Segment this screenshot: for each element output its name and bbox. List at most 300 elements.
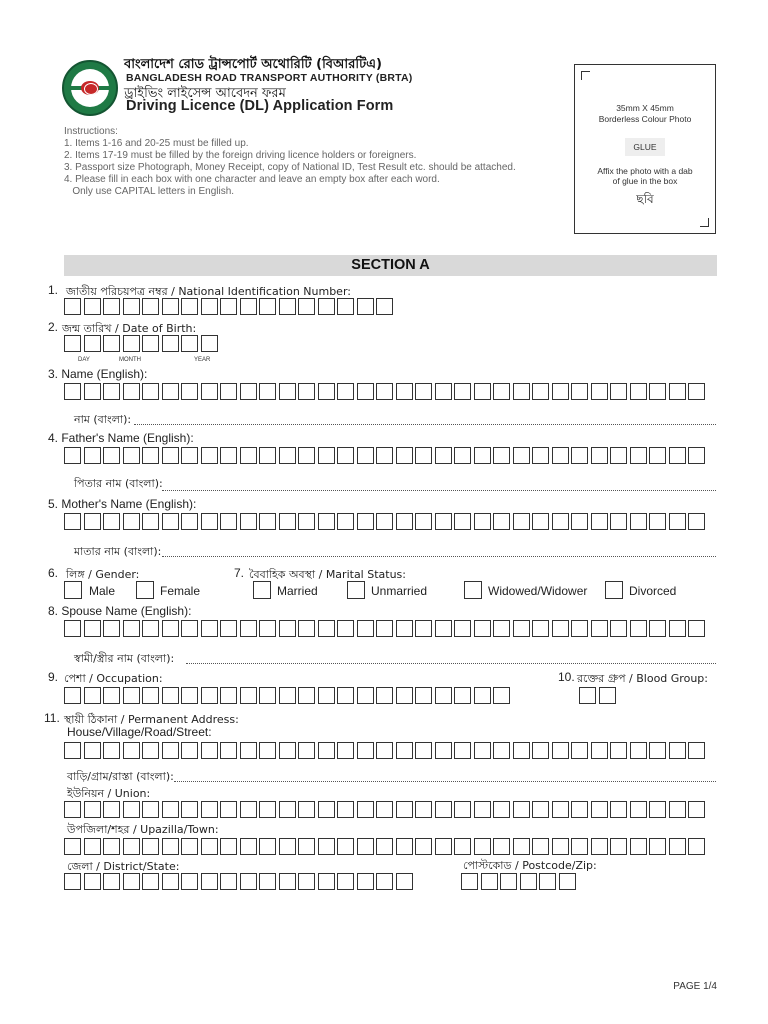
char-box[interactable]	[630, 513, 647, 530]
char-box[interactable]	[415, 687, 432, 704]
char-box[interactable]	[357, 383, 374, 400]
char-box[interactable]	[259, 838, 276, 855]
char-box[interactable]	[559, 873, 576, 890]
unmarried-checkbox[interactable]	[347, 581, 365, 599]
char-box[interactable]	[318, 383, 335, 400]
char-box[interactable]	[84, 513, 101, 530]
char-box[interactable]	[259, 298, 276, 315]
char-box[interactable]	[201, 687, 218, 704]
char-box[interactable]	[181, 620, 198, 637]
char-box[interactable]	[123, 383, 140, 400]
char-box[interactable]	[357, 513, 374, 530]
char-box[interactable]	[64, 513, 81, 530]
char-box[interactable]	[240, 620, 257, 637]
char-box[interactable]	[357, 801, 374, 818]
char-box[interactable]	[142, 298, 159, 315]
char-box[interactable]	[337, 298, 354, 315]
char-box[interactable]	[571, 620, 588, 637]
char-box[interactable]	[610, 801, 627, 818]
char-box[interactable]	[357, 447, 374, 464]
char-box[interactable]	[532, 383, 549, 400]
char-box[interactable]	[552, 447, 569, 464]
char-box[interactable]	[318, 447, 335, 464]
char-box[interactable]	[64, 687, 81, 704]
char-box[interactable]	[571, 383, 588, 400]
char-box[interactable]	[435, 838, 452, 855]
char-box[interactable]	[279, 298, 296, 315]
char-box[interactable]	[688, 801, 705, 818]
char-box[interactable]	[415, 620, 432, 637]
char-box[interactable]	[688, 447, 705, 464]
char-box[interactable]	[318, 687, 335, 704]
char-box[interactable]	[103, 873, 120, 890]
char-box[interactable]	[435, 513, 452, 530]
char-box[interactable]	[298, 687, 315, 704]
char-box[interactable]	[201, 298, 218, 315]
char-box[interactable]	[298, 447, 315, 464]
char-box[interactable]	[579, 687, 596, 704]
photo-box[interactable]	[574, 64, 716, 234]
char-box[interactable]	[669, 620, 686, 637]
char-box[interactable]	[357, 838, 374, 855]
char-box[interactable]	[181, 298, 198, 315]
char-box[interactable]	[318, 513, 335, 530]
char-box[interactable]	[649, 447, 666, 464]
char-box[interactable]	[669, 801, 686, 818]
char-box[interactable]	[259, 383, 276, 400]
char-box[interactable]	[162, 335, 179, 352]
char-box[interactable]	[240, 383, 257, 400]
char-box[interactable]	[591, 447, 608, 464]
char-box[interactable]	[123, 447, 140, 464]
char-box[interactable]	[493, 513, 510, 530]
char-box[interactable]	[415, 742, 432, 759]
char-box[interactable]	[493, 742, 510, 759]
char-box[interactable]	[240, 513, 257, 530]
char-box[interactable]	[396, 447, 413, 464]
char-box[interactable]	[435, 801, 452, 818]
char-box[interactable]	[123, 742, 140, 759]
char-box[interactable]	[376, 447, 393, 464]
char-box[interactable]	[571, 513, 588, 530]
char-box[interactable]	[201, 335, 218, 352]
char-box[interactable]	[376, 298, 393, 315]
char-box[interactable]	[376, 801, 393, 818]
char-box[interactable]	[649, 620, 666, 637]
char-box[interactable]	[337, 447, 354, 464]
char-box[interactable]	[649, 742, 666, 759]
char-box[interactable]	[357, 620, 374, 637]
char-box[interactable]	[610, 513, 627, 530]
char-box[interactable]	[396, 838, 413, 855]
char-box[interactable]	[64, 838, 81, 855]
char-box[interactable]	[181, 513, 198, 530]
char-box[interactable]	[513, 620, 530, 637]
char-box[interactable]	[318, 620, 335, 637]
char-box[interactable]	[688, 742, 705, 759]
char-box[interactable]	[220, 447, 237, 464]
char-box[interactable]	[376, 742, 393, 759]
char-box[interactable]	[201, 383, 218, 400]
widowed-checkbox[interactable]	[464, 581, 482, 599]
char-box[interactable]	[181, 838, 198, 855]
char-box[interactable]	[435, 447, 452, 464]
char-box[interactable]	[591, 383, 608, 400]
char-box[interactable]	[337, 620, 354, 637]
char-box[interactable]	[474, 620, 491, 637]
char-box[interactable]	[181, 687, 198, 704]
char-box[interactable]	[103, 687, 120, 704]
char-box[interactable]	[552, 620, 569, 637]
char-box[interactable]	[474, 838, 491, 855]
char-box[interactable]	[318, 742, 335, 759]
char-box[interactable]	[376, 687, 393, 704]
char-box[interactable]	[103, 383, 120, 400]
char-box[interactable]	[688, 383, 705, 400]
char-box[interactable]	[240, 742, 257, 759]
char-box[interactable]	[84, 687, 101, 704]
char-box[interactable]	[103, 298, 120, 315]
char-box[interactable]	[571, 838, 588, 855]
char-box[interactable]	[298, 298, 315, 315]
char-box[interactable]	[454, 620, 471, 637]
char-box[interactable]	[142, 620, 159, 637]
char-box[interactable]	[84, 801, 101, 818]
char-box[interactable]	[123, 838, 140, 855]
char-box[interactable]	[142, 513, 159, 530]
char-box[interactable]	[181, 742, 198, 759]
char-box[interactable]	[64, 335, 81, 352]
char-box[interactable]	[318, 873, 335, 890]
char-box[interactable]	[454, 801, 471, 818]
char-box[interactable]	[259, 447, 276, 464]
char-box[interactable]	[123, 873, 140, 890]
female-checkbox[interactable]	[136, 581, 154, 599]
char-box[interactable]	[630, 838, 647, 855]
char-box[interactable]	[649, 383, 666, 400]
char-box[interactable]	[454, 383, 471, 400]
char-box[interactable]	[669, 383, 686, 400]
char-box[interactable]	[357, 687, 374, 704]
char-box[interactable]	[571, 742, 588, 759]
spouse-bn-line[interactable]	[186, 663, 716, 664]
char-box[interactable]	[610, 620, 627, 637]
char-box[interactable]	[415, 838, 432, 855]
char-box[interactable]	[123, 801, 140, 818]
char-box[interactable]	[259, 687, 276, 704]
char-box[interactable]	[630, 801, 647, 818]
char-box[interactable]	[201, 742, 218, 759]
char-box[interactable]	[220, 838, 237, 855]
char-box[interactable]	[162, 383, 179, 400]
char-box[interactable]	[474, 687, 491, 704]
char-box[interactable]	[64, 298, 81, 315]
char-box[interactable]	[162, 513, 179, 530]
char-box[interactable]	[201, 838, 218, 855]
char-box[interactable]	[64, 383, 81, 400]
char-box[interactable]	[552, 513, 569, 530]
char-box[interactable]	[337, 801, 354, 818]
char-box[interactable]	[552, 742, 569, 759]
char-box[interactable]	[552, 383, 569, 400]
char-box[interactable]	[376, 620, 393, 637]
char-box[interactable]	[162, 838, 179, 855]
char-box[interactable]	[435, 620, 452, 637]
char-box[interactable]	[610, 383, 627, 400]
char-box[interactable]	[513, 742, 530, 759]
char-box[interactable]	[357, 873, 374, 890]
char-box[interactable]	[201, 801, 218, 818]
char-box[interactable]	[142, 335, 159, 352]
char-box[interactable]	[259, 620, 276, 637]
char-box[interactable]	[474, 447, 491, 464]
char-box[interactable]	[240, 873, 257, 890]
char-box[interactable]	[220, 687, 237, 704]
char-box[interactable]	[142, 447, 159, 464]
char-box[interactable]	[318, 298, 335, 315]
char-box[interactable]	[493, 620, 510, 637]
char-box[interactable]	[669, 838, 686, 855]
char-box[interactable]	[84, 873, 101, 890]
char-box[interactable]	[396, 742, 413, 759]
char-box[interactable]	[220, 383, 237, 400]
char-box[interactable]	[123, 620, 140, 637]
char-box[interactable]	[181, 873, 198, 890]
char-box[interactable]	[279, 620, 296, 637]
char-box[interactable]	[220, 742, 237, 759]
char-box[interactable]	[201, 620, 218, 637]
char-box[interactable]	[688, 620, 705, 637]
char-box[interactable]	[552, 801, 569, 818]
char-box[interactable]	[630, 742, 647, 759]
char-box[interactable]	[84, 838, 101, 855]
char-box[interactable]	[357, 298, 374, 315]
char-box[interactable]	[162, 687, 179, 704]
char-box[interactable]	[532, 801, 549, 818]
char-box[interactable]	[610, 742, 627, 759]
char-box[interactable]	[513, 801, 530, 818]
char-box[interactable]	[298, 838, 315, 855]
char-box[interactable]	[669, 447, 686, 464]
char-box[interactable]	[493, 687, 510, 704]
char-box[interactable]	[415, 447, 432, 464]
char-box[interactable]	[123, 513, 140, 530]
char-box[interactable]	[84, 620, 101, 637]
char-box[interactable]	[142, 687, 159, 704]
char-box[interactable]	[181, 383, 198, 400]
char-box[interactable]	[162, 620, 179, 637]
char-box[interactable]	[181, 335, 198, 352]
char-box[interactable]	[454, 447, 471, 464]
char-box[interactable]	[103, 742, 120, 759]
char-box[interactable]	[103, 801, 120, 818]
char-box[interactable]	[142, 801, 159, 818]
char-box[interactable]	[201, 513, 218, 530]
char-box[interactable]	[142, 873, 159, 890]
char-box[interactable]	[454, 687, 471, 704]
char-box[interactable]	[649, 801, 666, 818]
char-box[interactable]	[500, 873, 517, 890]
char-box[interactable]	[513, 447, 530, 464]
char-box[interactable]	[520, 873, 537, 890]
char-box[interactable]	[298, 873, 315, 890]
char-box[interactable]	[84, 335, 101, 352]
char-box[interactable]	[396, 801, 413, 818]
char-box[interactable]	[279, 513, 296, 530]
char-box[interactable]	[539, 873, 556, 890]
char-box[interactable]	[591, 742, 608, 759]
char-box[interactable]	[493, 801, 510, 818]
char-box[interactable]	[64, 620, 81, 637]
char-box[interactable]	[376, 383, 393, 400]
char-box[interactable]	[240, 687, 257, 704]
char-box[interactable]	[415, 383, 432, 400]
char-box[interactable]	[435, 742, 452, 759]
char-box[interactable]	[337, 383, 354, 400]
char-box[interactable]	[181, 801, 198, 818]
char-box[interactable]	[454, 513, 471, 530]
char-box[interactable]	[279, 383, 296, 400]
char-box[interactable]	[552, 838, 569, 855]
char-box[interactable]	[532, 742, 549, 759]
char-box[interactable]	[259, 742, 276, 759]
char-box[interactable]	[461, 873, 478, 890]
char-box[interactable]	[259, 873, 276, 890]
char-box[interactable]	[396, 383, 413, 400]
char-box[interactable]	[103, 447, 120, 464]
char-box[interactable]	[162, 298, 179, 315]
char-box[interactable]	[162, 801, 179, 818]
char-box[interactable]	[123, 298, 140, 315]
divorced-checkbox[interactable]	[605, 581, 623, 599]
char-box[interactable]	[481, 873, 498, 890]
char-box[interactable]	[630, 620, 647, 637]
char-box[interactable]	[493, 383, 510, 400]
name-bn-line[interactable]	[134, 424, 716, 425]
char-box[interactable]	[513, 513, 530, 530]
char-box[interactable]	[415, 801, 432, 818]
char-box[interactable]	[532, 838, 549, 855]
char-box[interactable]	[435, 687, 452, 704]
char-box[interactable]	[571, 801, 588, 818]
char-box[interactable]	[474, 513, 491, 530]
char-box[interactable]	[298, 801, 315, 818]
char-box[interactable]	[240, 298, 257, 315]
char-box[interactable]	[103, 335, 120, 352]
char-box[interactable]	[298, 742, 315, 759]
char-box[interactable]	[240, 447, 257, 464]
char-box[interactable]	[591, 801, 608, 818]
char-box[interactable]	[103, 620, 120, 637]
char-box[interactable]	[201, 447, 218, 464]
char-box[interactable]	[630, 447, 647, 464]
char-box[interactable]	[318, 838, 335, 855]
char-box[interactable]	[474, 742, 491, 759]
char-box[interactable]	[279, 687, 296, 704]
char-box[interactable]	[220, 801, 237, 818]
char-box[interactable]	[279, 838, 296, 855]
char-box[interactable]	[532, 447, 549, 464]
char-box[interactable]	[123, 335, 140, 352]
char-box[interactable]	[688, 838, 705, 855]
char-box[interactable]	[337, 742, 354, 759]
char-box[interactable]	[220, 298, 237, 315]
char-box[interactable]	[669, 742, 686, 759]
char-box[interactable]	[493, 838, 510, 855]
char-box[interactable]	[532, 620, 549, 637]
char-box[interactable]	[240, 838, 257, 855]
char-box[interactable]	[64, 873, 81, 890]
char-box[interactable]	[649, 513, 666, 530]
char-box[interactable]	[415, 513, 432, 530]
char-box[interactable]	[474, 383, 491, 400]
char-box[interactable]	[123, 687, 140, 704]
char-box[interactable]	[220, 620, 237, 637]
char-box[interactable]	[220, 513, 237, 530]
char-box[interactable]	[64, 801, 81, 818]
char-box[interactable]	[103, 838, 120, 855]
char-box[interactable]	[610, 838, 627, 855]
married-checkbox[interactable]	[253, 581, 271, 599]
char-box[interactable]	[64, 742, 81, 759]
char-box[interactable]	[142, 838, 159, 855]
char-box[interactable]	[591, 513, 608, 530]
male-checkbox[interactable]	[64, 581, 82, 599]
char-box[interactable]	[610, 447, 627, 464]
char-box[interactable]	[396, 513, 413, 530]
char-box[interactable]	[84, 298, 101, 315]
mother-bn-line[interactable]	[162, 556, 716, 557]
char-box[interactable]	[298, 513, 315, 530]
char-box[interactable]	[142, 742, 159, 759]
char-box[interactable]	[474, 801, 491, 818]
char-box[interactable]	[201, 873, 218, 890]
char-box[interactable]	[396, 687, 413, 704]
char-box[interactable]	[298, 383, 315, 400]
char-box[interactable]	[513, 383, 530, 400]
char-box[interactable]	[337, 838, 354, 855]
char-box[interactable]	[259, 513, 276, 530]
char-box[interactable]	[337, 513, 354, 530]
char-box[interactable]	[162, 742, 179, 759]
char-box[interactable]	[220, 873, 237, 890]
char-box[interactable]	[571, 447, 588, 464]
char-box[interactable]	[259, 801, 276, 818]
char-box[interactable]	[337, 873, 354, 890]
char-box[interactable]	[630, 383, 647, 400]
char-box[interactable]	[591, 838, 608, 855]
char-box[interactable]	[396, 873, 413, 890]
char-box[interactable]	[493, 447, 510, 464]
char-box[interactable]	[64, 447, 81, 464]
char-box[interactable]	[513, 838, 530, 855]
char-box[interactable]	[669, 513, 686, 530]
char-box[interactable]	[591, 620, 608, 637]
char-box[interactable]	[435, 383, 452, 400]
char-box[interactable]	[162, 447, 179, 464]
char-box[interactable]	[337, 687, 354, 704]
char-box[interactable]	[599, 687, 616, 704]
char-box[interactable]	[454, 838, 471, 855]
char-box[interactable]	[84, 447, 101, 464]
char-box[interactable]	[279, 801, 296, 818]
char-box[interactable]	[376, 873, 393, 890]
char-box[interactable]	[357, 742, 374, 759]
char-box[interactable]	[649, 838, 666, 855]
char-box[interactable]	[532, 513, 549, 530]
char-box[interactable]	[240, 801, 257, 818]
char-box[interactable]	[279, 447, 296, 464]
